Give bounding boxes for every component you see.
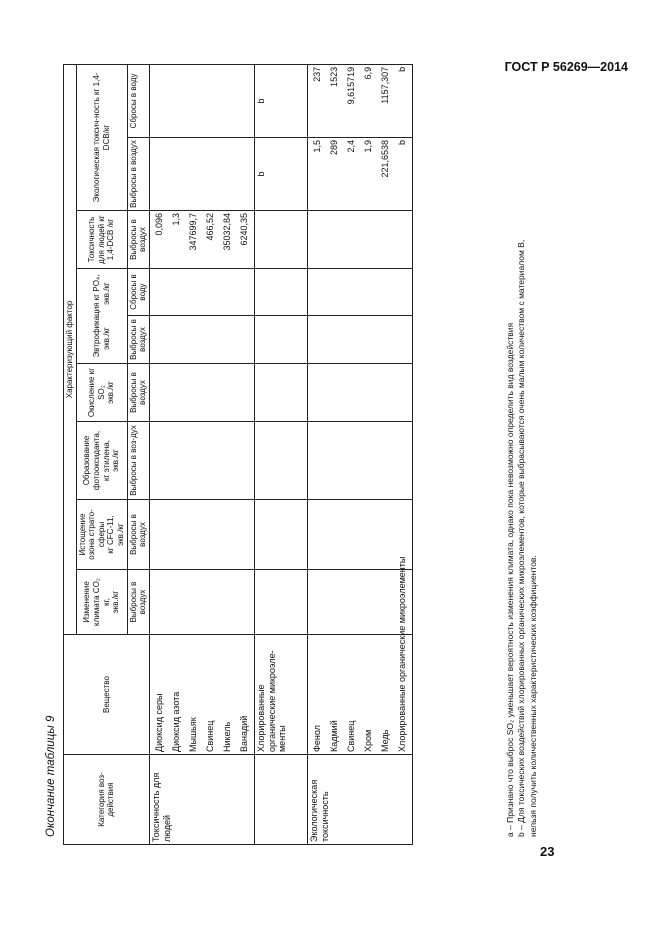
- value-cell: 289: [328, 140, 339, 156]
- value-cell: 1523: [328, 66, 339, 87]
- page-number: 23: [540, 844, 555, 859]
- value-cell: 237: [311, 66, 322, 82]
- value-cell: b: [254, 138, 307, 211]
- human-tox-values: [149, 211, 254, 269]
- value-cell: 1,3: [170, 213, 181, 226]
- value-cell: 221,6538: [379, 140, 390, 178]
- sub-climate-air: Выбросы в воздух: [127, 570, 149, 635]
- header-human-tox: Токсичность для людей кг 1,4-DCB /кг: [76, 211, 127, 269]
- substance-list: [307, 556, 412, 755]
- list-item: Хлорированные органические микроэлементы: [396, 556, 407, 752]
- eco-air-values: [307, 138, 412, 211]
- value-cell: 347699,7: [187, 213, 198, 251]
- value-cell: 1,9: [362, 140, 373, 153]
- footnote-b: b – Для токсических воздействий хлорированных органических микроэлементов, которые выбрасываются очень малым количеством с материалом B,: [516, 239, 527, 837]
- value-cell: 2,4: [345, 140, 356, 153]
- table-row: [307, 64, 412, 844]
- sub-eutro-water: Сбросы в воду: [127, 269, 149, 316]
- header-eco-tox: Экологическая токсич-ность кг 1,4-DCB/кг: [76, 64, 127, 210]
- value-cell: 1,5: [311, 140, 322, 153]
- rotated-table-area: [45, 65, 575, 845]
- list-item: Фенол: [311, 725, 322, 752]
- standard-number: ГОСТ Р 56269—2014: [504, 60, 628, 74]
- sub-acid-air: Выбросы в воздух: [127, 364, 149, 422]
- header-acid: Окисление кг SO₂ экв./кг: [76, 364, 127, 422]
- list-item: Кадмий: [328, 720, 339, 752]
- value-cell: b: [396, 66, 407, 72]
- list-item: Ванадий: [238, 715, 249, 752]
- category-cell: Токсичность для людей: [149, 755, 254, 845]
- header-factor-group: Характеризующий фактор: [64, 64, 77, 634]
- header-climate: Изменение климата CO₂ кг, экв./кг: [76, 570, 127, 635]
- category-cell: Экологическая токсичность: [307, 755, 412, 845]
- value-cell: b: [254, 64, 307, 137]
- table-row: [149, 64, 254, 844]
- substance-list: [149, 635, 254, 755]
- factor-table: [63, 64, 413, 845]
- header-photo: Образование фотооксиданта, кг этилена, экв./кг: [76, 422, 127, 500]
- sub-eutro-air: Выбросы в воздух: [127, 316, 149, 364]
- footnote-a: a – Признано что выброс SO₂ уменьшает вероятность изменения климата, однако пока невозможно определить вид воздействия: [505, 322, 515, 837]
- list-item: Свинец: [204, 720, 215, 752]
- value-cell: 466,52: [204, 213, 215, 241]
- sub-ozone-air: Выбросы в воздух: [127, 500, 149, 570]
- value-cell: 6,9: [362, 66, 373, 80]
- list-item: Мышьяк: [187, 717, 198, 752]
- list-item: Свинец: [345, 720, 356, 752]
- value-cell: 1157,307: [379, 66, 390, 104]
- value-cell: b: [396, 140, 407, 146]
- value-cell: 35032,84: [221, 213, 232, 251]
- table-footnotes: [505, 77, 539, 837]
- footnote-b-cont: нельзя получить количественных характеристических коэффициентов.: [527, 555, 538, 837]
- header-ozone: Истощение озона страто-сферы кг CFC-11, экв./кг: [76, 500, 127, 570]
- substance-cell: Хлорированные органические микроэле-менты: [254, 635, 307, 755]
- list-item: Медь: [379, 729, 390, 752]
- sub-eco-air: Выбросы в воздух: [127, 138, 149, 211]
- value-cell: 0,096: [153, 213, 164, 236]
- sub-photo-air: Выбросы в воз-дух: [127, 422, 149, 500]
- header-eutro: Эвтрофикация кг PO₄, экв./кг экв./кг: [76, 269, 127, 364]
- list-item: Диоксид азота: [170, 691, 181, 752]
- list-item: Хром: [362, 729, 373, 752]
- header-row-group: [64, 64, 77, 844]
- header-category: Категория воз-действия: [64, 755, 150, 845]
- eco-water-values: [307, 64, 412, 137]
- value-cell: 6240,35: [238, 213, 249, 246]
- value-cell: 9,615719: [345, 66, 356, 105]
- list-item: Диоксид серы: [153, 693, 164, 752]
- table-caption: Окончание таблицы 9: [45, 715, 57, 837]
- table-row: [254, 64, 307, 844]
- sub-human-tox-air: Выбросы в воздух: [127, 211, 149, 269]
- list-item: Никель: [221, 721, 232, 752]
- sub-eco-water: Сбросы в воду: [127, 64, 149, 137]
- header-substance: Вещество: [64, 635, 150, 755]
